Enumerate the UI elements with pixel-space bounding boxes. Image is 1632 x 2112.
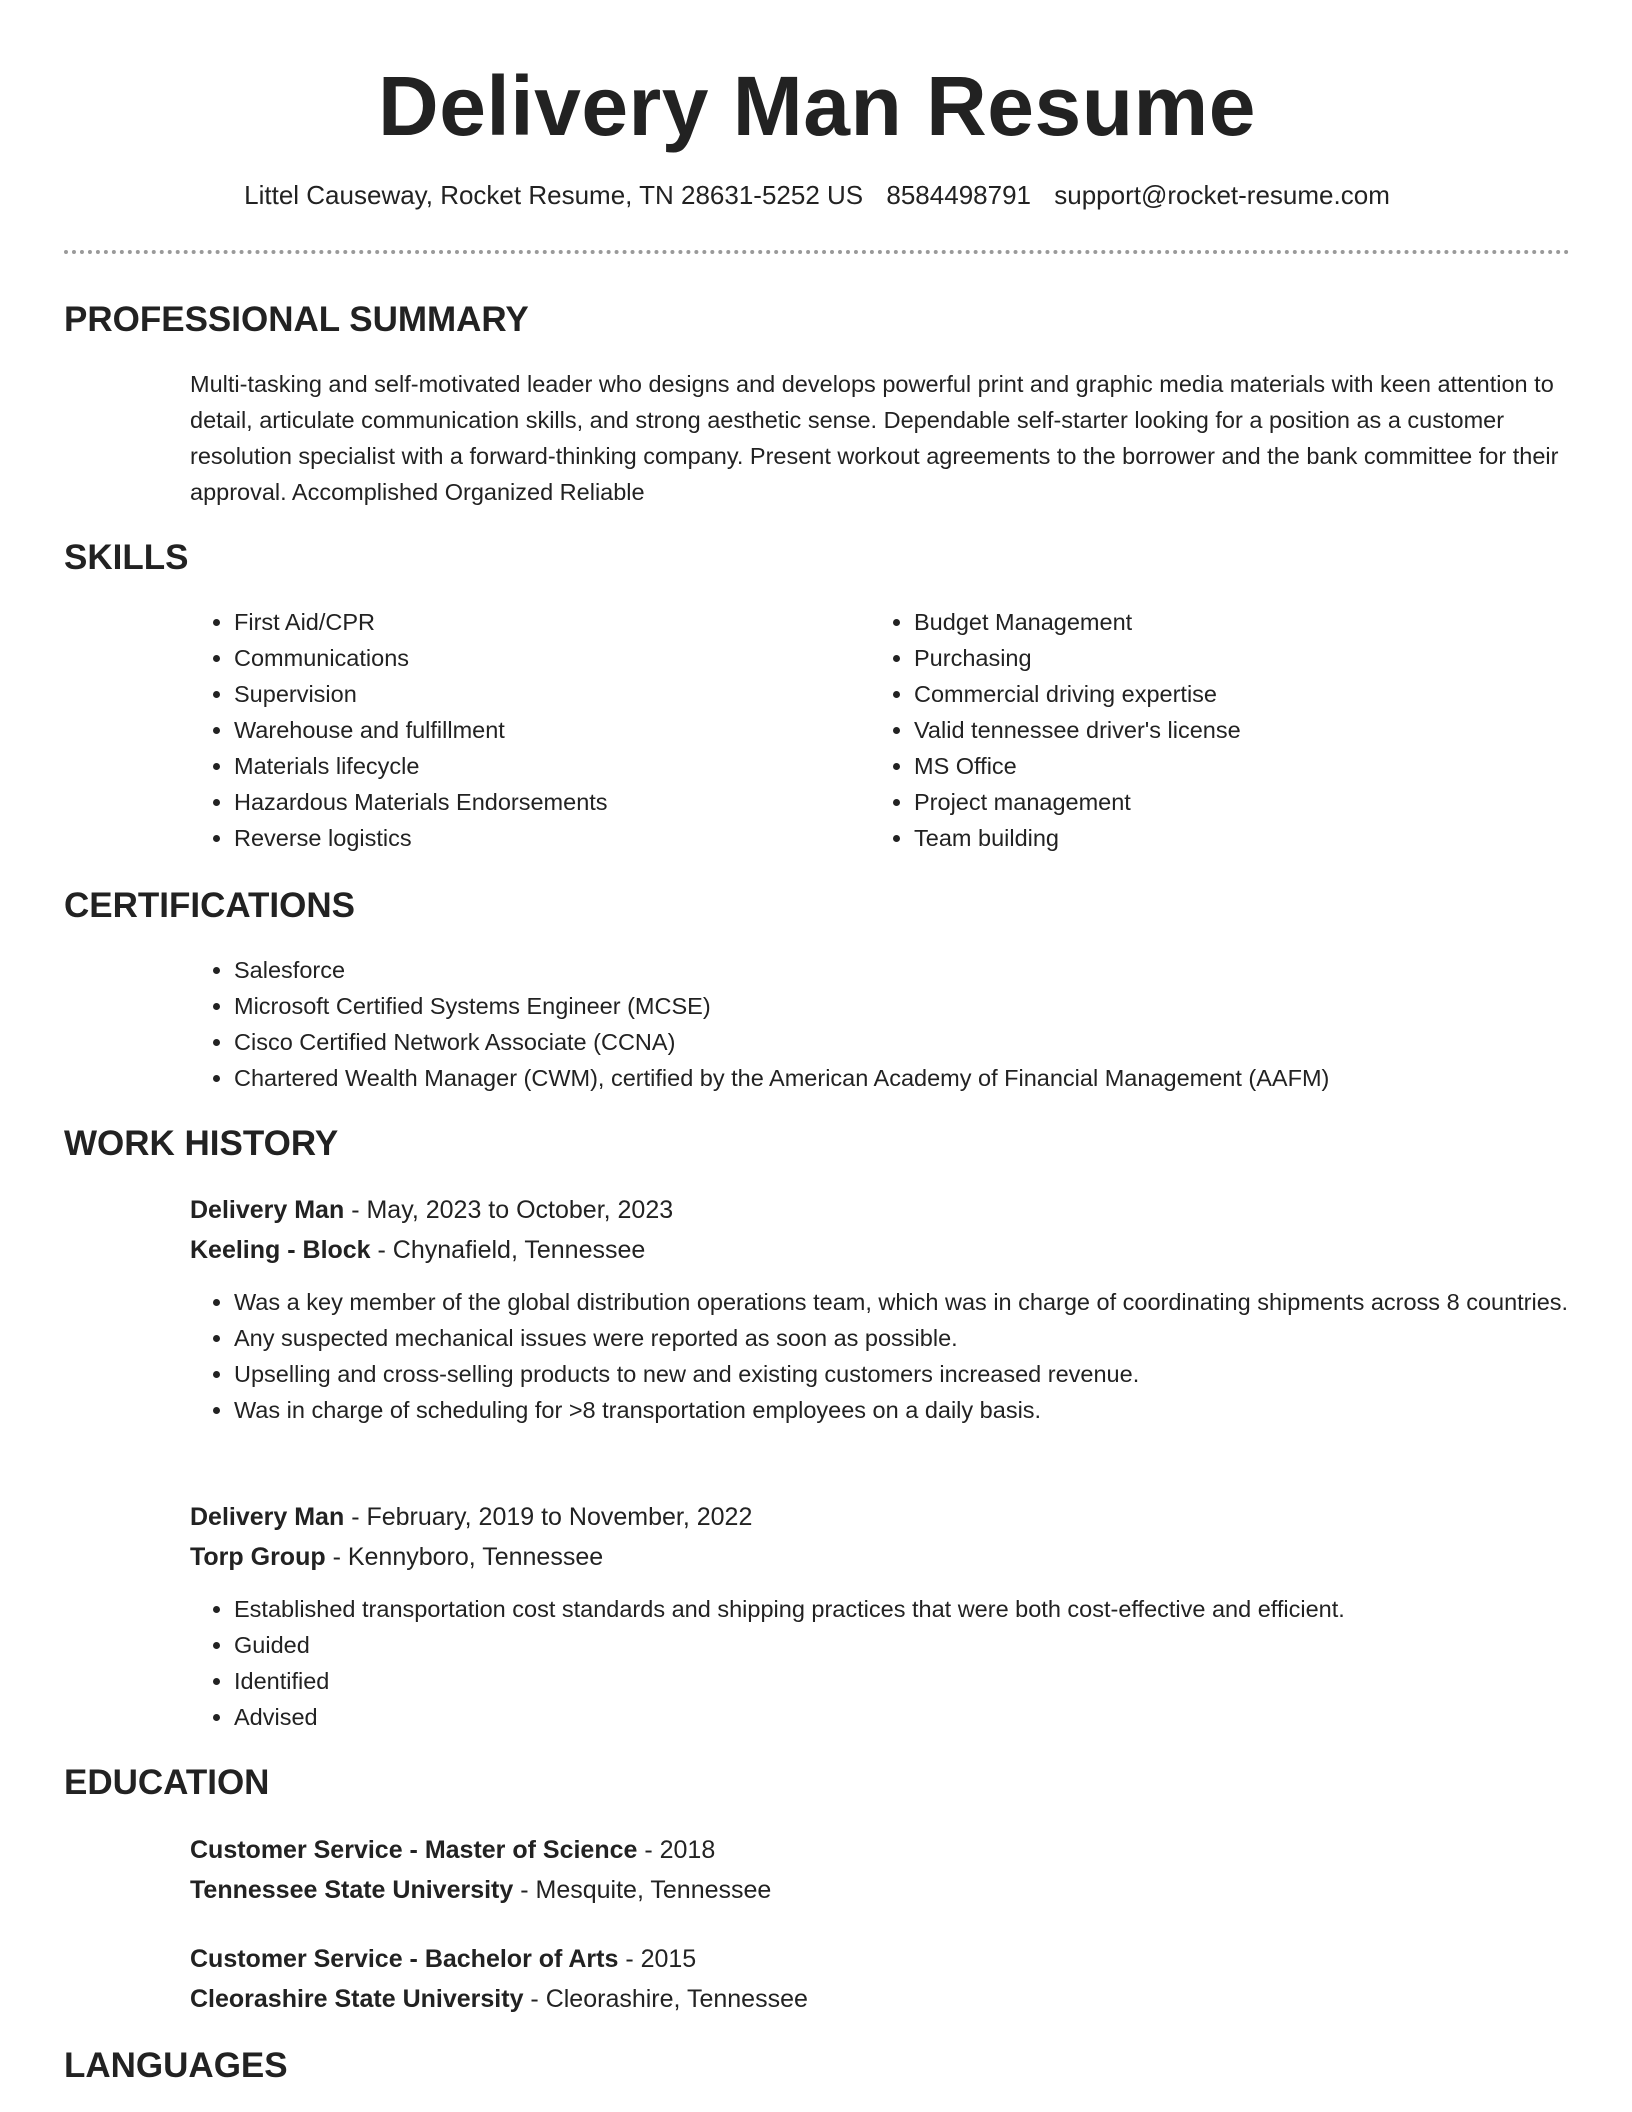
job-company: Keeling - Block (190, 1236, 371, 1264)
job-bullets (190, 1591, 1570, 1735)
education-location: - Cleorashire, Tennessee (523, 1985, 808, 2013)
education-entry (190, 1939, 1570, 2019)
job-entry (190, 1190, 1570, 1270)
job-bullet: • Identified (234, 1663, 1570, 1699)
job-bullets-block (190, 1284, 1570, 1428)
skill-item: • MS Office (914, 748, 1510, 784)
contact-address: Littel Causeway, Rocket Resume, TN 28631-5252 US (244, 180, 864, 210)
education-year: - 2018 (637, 1836, 716, 1864)
job-dates: - May, 2023 to October, 2023 (344, 1196, 674, 1224)
certification-item: • Cisco Certified Network Associate (CCNA) (234, 1024, 1570, 1060)
job-bullet: • Any suspected mechanical issues were reported as soon as possible. (234, 1320, 1570, 1356)
education-school-line (190, 1979, 1570, 2019)
skill-item: • Supervision (234, 676, 830, 712)
education-year: - 2015 (618, 1945, 697, 1973)
job-company-line (190, 1230, 1570, 1270)
resume-title: Delivery Man Resume (378, 59, 1256, 153)
education-school: Tennessee State University (190, 1876, 514, 1904)
job-bullet: • Advised (234, 1699, 1570, 1735)
skill-item: • Purchasing (914, 640, 1510, 676)
job-bullet: • Was a key member of the global distribution operations team, which was in charge of coordinating shipments across 8 countries. (234, 1284, 1570, 1320)
skill-item: • First Aid/CPR (234, 604, 830, 640)
certification-item: • Chartered Wealth Manager (CWM), certified by the American Academy of Financial Management (AAFM) (234, 1060, 1570, 1096)
header-divider (64, 250, 1570, 254)
certification-item: • Microsoft Certified Systems Engineer (MCSE) (234, 988, 1570, 1024)
job-bullet: • Established transportation cost standards and shipping practices that were both cost-effective and efficient. (234, 1591, 1570, 1627)
job-bullet: • Was in charge of scheduling for >8 transportation employees on a daily basis. (234, 1392, 1570, 1428)
certification-item: • Salesforce (234, 952, 1570, 988)
job-title-line (190, 1190, 1570, 1230)
job-role: Delivery Man (190, 1196, 345, 1224)
skill-item: • Hazardous Materials Endorsements (234, 784, 830, 820)
job-entry (190, 1497, 1570, 1577)
job-title-line (190, 1497, 1570, 1537)
skill-item: • Project management (914, 784, 1510, 820)
skill-item: • Materials lifecycle (234, 748, 830, 784)
education-entry (190, 1830, 1570, 1910)
job-bullets-block (190, 1591, 1570, 1735)
job-bullet: • Upselling and cross-selling products to new and existing customers increased revenue. (234, 1356, 1570, 1392)
job-role: Delivery Man (190, 1503, 345, 1531)
section-title-skills: SKILLS (64, 538, 189, 577)
skill-item: • Team building (914, 820, 1510, 856)
section-title-summary: PROFESSIONAL SUMMARY (64, 300, 529, 339)
section-title-certifications: CERTIFICATIONS (64, 886, 356, 925)
contact-email: support@rocket-resume.com (1054, 180, 1390, 210)
education-school: Cleorashire State University (190, 1985, 524, 2013)
skill-item: • Reverse logistics (234, 820, 830, 856)
education-degree: Customer Service - Master of Science (190, 1836, 638, 1864)
section-title-languages: LANGUAGES (64, 2046, 288, 2085)
education-school-line (190, 1870, 1570, 1910)
job-company-line (190, 1537, 1570, 1577)
skill-item: • Communications (234, 640, 830, 676)
skill-item: • Commercial driving expertise (914, 676, 1510, 712)
skill-item: • Warehouse and fulfillment (234, 712, 830, 748)
summary-text: Multi-tasking and self-motivated leader who designs and develops powerful print and graphic media materials with keen attention to detail, articulate communication skills, and strong aesthetic sense. Dependable self-starter looking for a position as a customer resolution specialist with a forward-thinking company. Present workout agreements to the borrower and the bank committee for their approval. Accomplished Organized Reliable (190, 371, 1559, 505)
skills-list-right (870, 604, 1510, 856)
job-bullets (190, 1284, 1570, 1428)
section-title-education: EDUCATION (64, 1763, 270, 1802)
job-bullet: • Guided (234, 1627, 1570, 1663)
certifications-list (190, 952, 1570, 1096)
section-title-work-history: WORK HISTORY (64, 1124, 339, 1163)
education-degree: Customer Service - Bachelor of Arts (190, 1945, 619, 1973)
skill-item: • Budget Management (914, 604, 1510, 640)
skills-column-left (190, 604, 830, 856)
job-dates: - February, 2019 to November, 2022 (344, 1503, 753, 1531)
skill-item: • Valid tennessee driver's license (914, 712, 1510, 748)
education-degree-line (190, 1830, 1570, 1870)
skills-column-right (870, 604, 1510, 856)
certifications-block (190, 952, 1570, 1096)
job-location: - Kennyboro, Tennessee (325, 1543, 604, 1571)
education-location: - Mesquite, Tennessee (513, 1876, 772, 1904)
job-company: Torp Group (190, 1543, 326, 1571)
contact-phone: 8584498791 (886, 180, 1031, 210)
contact-line (64, 180, 1570, 211)
skills-list-left (190, 604, 830, 856)
education-degree-line (190, 1939, 1570, 1979)
job-location: - Chynafield, Tennessee (370, 1236, 646, 1264)
